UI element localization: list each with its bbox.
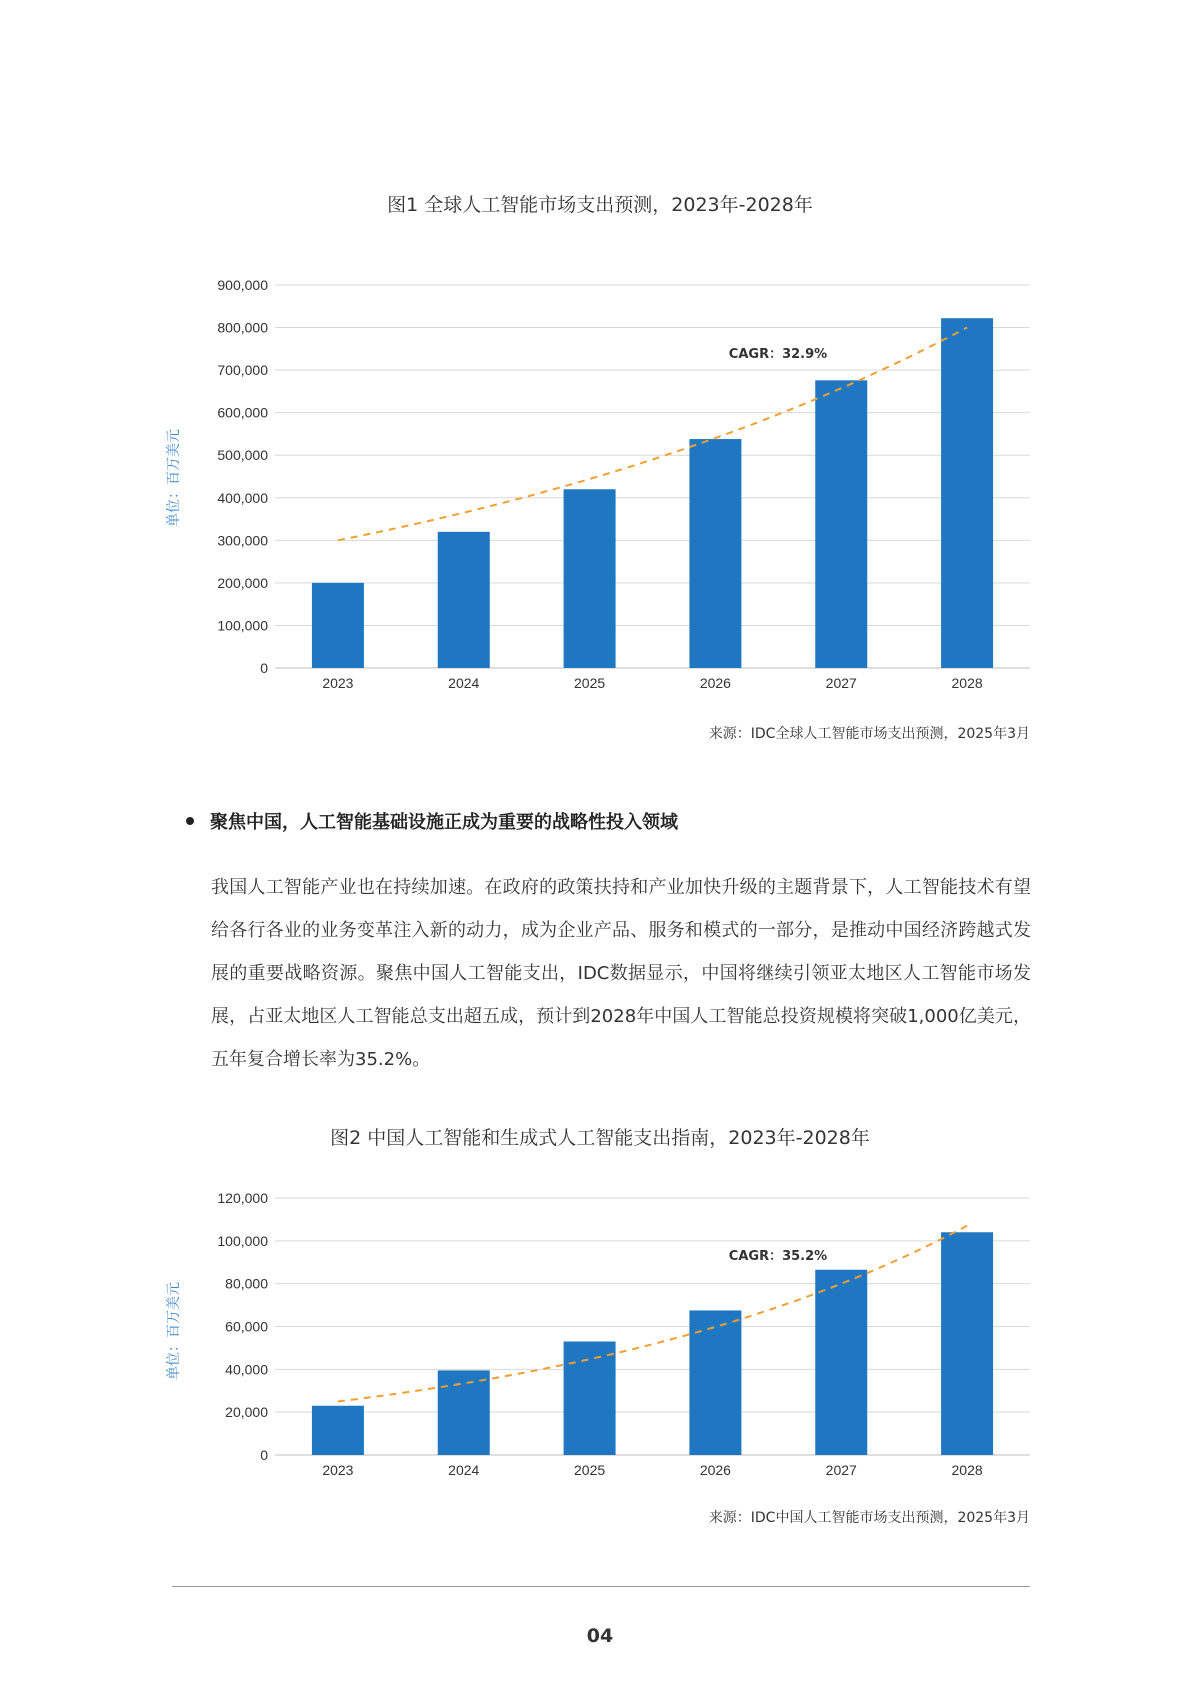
figure1-title: 图1 全球人工智能市场支出预测，2023年-2028年 [387, 194, 813, 216]
figure2-chart [0, 1180, 1200, 1490]
y-tick-label: 40,000 [225, 1361, 268, 1378]
bar [564, 489, 616, 668]
bar [815, 1270, 867, 1455]
bar [815, 380, 867, 668]
y-tick-label: 120,000 [217, 1190, 268, 1206]
y-tick-label: 900,000 [217, 277, 268, 293]
x-tick-label: 2026 [699, 1462, 731, 1478]
x-tick-label: 2024 [448, 1462, 480, 1478]
y-tick-label: 200,000 [217, 574, 268, 591]
bar [941, 318, 993, 668]
page-number: 04 [586, 1625, 614, 1647]
y-tick-label: 80,000 [225, 1275, 268, 1292]
y-tick-label: 0 [260, 660, 268, 676]
section-paragraph: 我国人工智能产业也在持续加速。在政府的政策扶持和产业加快升级的主题背景下，人工智能技术有望给各行各业的业务变革注入新的动力，成为企业产品、服务和模式的一部分，是推动中国经济跨越式发展的重要战略资源。聚焦中国人工智能支出，IDC数据显示，中国将继续引领亚太地区人工智能市场发展，占亚太地区人工智能总支出超五成，预计到2028年中国人工智能总投资规模将突破1,000亿美元，五年复合增长率为35.2%。 [211, 877, 1031, 1070]
y-axis-label: 单位：百万美元 [166, 429, 182, 527]
y-tick-label: 100,000 [217, 617, 268, 634]
bar [312, 1406, 364, 1455]
bullet-icon [186, 817, 194, 825]
y-tick-label: 300,000 [217, 532, 268, 549]
bar [564, 1341, 616, 1455]
y-tick-label: 800,000 [217, 319, 268, 336]
x-tick-label: 2028 [951, 1462, 983, 1478]
bar [941, 1232, 993, 1455]
x-tick-label: 2024 [448, 675, 480, 691]
trend-line [338, 328, 967, 541]
x-tick-label: 2023 [322, 675, 354, 691]
figure2-source: 来源：IDC中国人工智能市场支出预测，2025年3月 [708, 1510, 1030, 1526]
bar [689, 439, 741, 668]
section-heading [186, 808, 678, 834]
cagr-label: CAGR：35.2% [728, 1249, 828, 1264]
y-tick-label: 600,000 [217, 404, 268, 421]
y-tick-label: 100,000 [217, 1232, 268, 1249]
x-tick-label: 2028 [951, 675, 983, 691]
y-tick-label: 60,000 [225, 1318, 268, 1335]
figure2-title: 图2 中国人工智能和生成式人工智能支出指南，2023年-2028年 [330, 1127, 870, 1149]
y-axis-label: 单位：百万美元 [166, 1282, 182, 1380]
bar [438, 1370, 490, 1455]
y-tick-label: 20,000 [225, 1404, 268, 1421]
section-heading-text: 聚焦中国，人工智能基础设施正成为重要的战略性投入领域 [210, 812, 678, 833]
x-tick-label: 2025 [574, 675, 606, 691]
x-tick-label: 2026 [699, 675, 731, 691]
y-tick-label: 0 [260, 1447, 268, 1463]
trend-line [338, 1226, 967, 1402]
footer-divider [172, 1586, 1030, 1587]
x-tick-label: 2023 [322, 1462, 354, 1478]
cagr-label: CAGR：32.9% [728, 347, 828, 362]
y-tick-label: 400,000 [217, 489, 268, 506]
bar [438, 532, 490, 668]
bar [312, 583, 364, 668]
figure1-source: 来源：IDC全球人工智能市场支出预测，2025年3月 [708, 726, 1030, 742]
figure1-chart [0, 250, 1200, 710]
x-tick-label: 2027 [825, 675, 857, 691]
y-tick-label: 700,000 [217, 362, 268, 379]
y-tick-label: 500,000 [217, 447, 268, 464]
x-tick-label: 2027 [825, 1462, 857, 1478]
x-tick-label: 2025 [574, 1462, 606, 1478]
